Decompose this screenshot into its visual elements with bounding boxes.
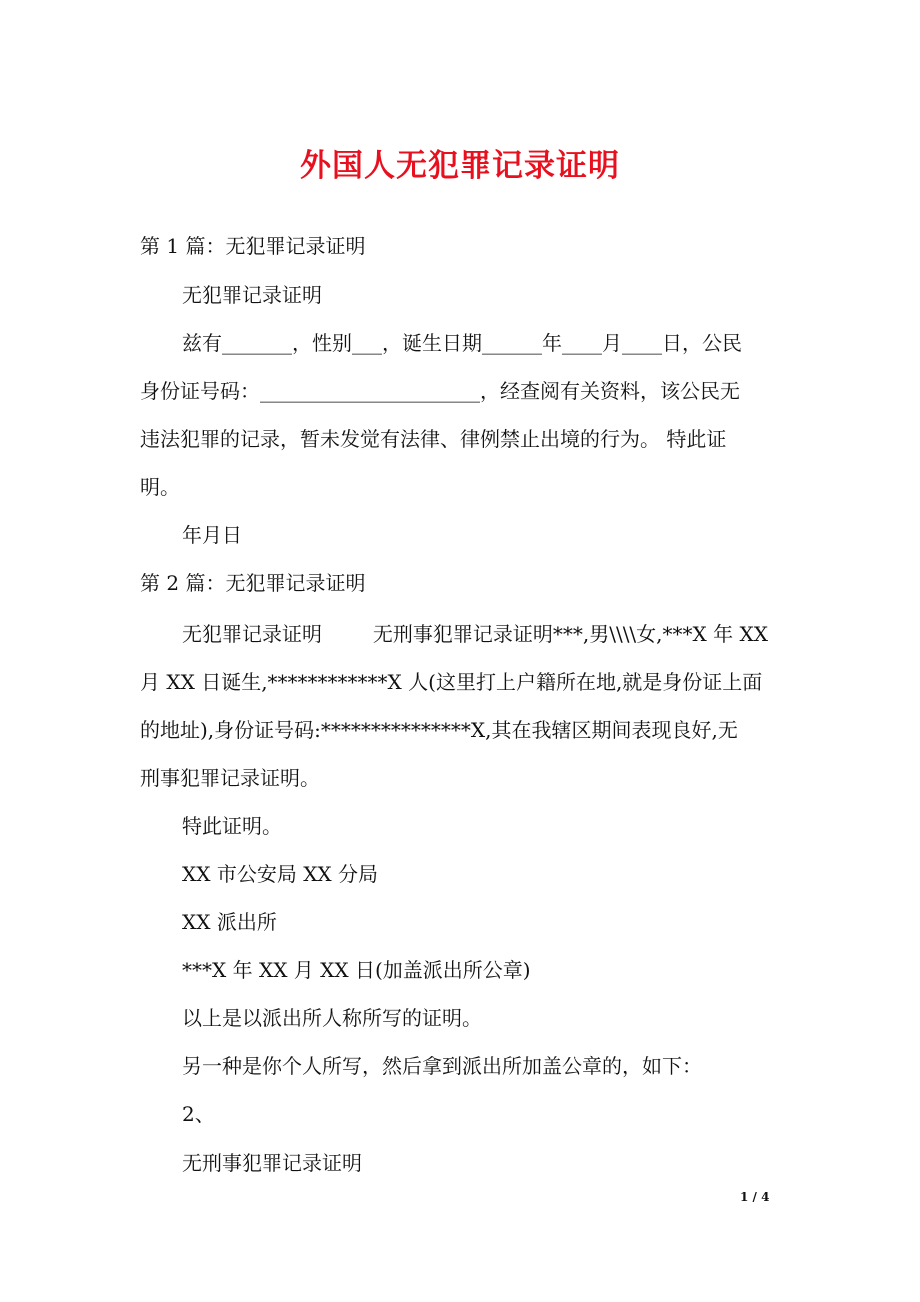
- paragraph-line: 身份证号码：______________________，经查阅有关资料，该公民无: [140, 379, 740, 403]
- page-number: 1 / 4: [740, 1190, 770, 1204]
- paragraph-line: ***X 年 XX 月 XX 日(加盖派出所公章): [182, 958, 531, 982]
- paragraph-line: 刑事犯罪记录证明。: [140, 766, 320, 790]
- paragraph-line: XX 派出所: [182, 910, 277, 934]
- paragraph-line: 2、: [182, 1102, 215, 1126]
- paragraph-line: XX 市公安局 XX 分局: [182, 862, 379, 886]
- paragraph-line: 无犯罪记录证明: [182, 283, 322, 307]
- paragraph-line: 另一种是你个人所写，然后拿到派出所加盖公章的，如下：: [182, 1054, 702, 1078]
- paragraph-line: 以上是以派出所人称所写的证明。: [182, 1006, 482, 1030]
- paragraph-line: 的地址),身份证号码:***************X,其在我辖区期间表现良好,无: [140, 718, 738, 742]
- paragraph-line: 月 XX 日诞生,************X 人(这里打上户籍所在地,就是身份证上面: [140, 670, 763, 694]
- paragraph-line: 无犯罪记录证明 无刑事犯罪记录证明***,男\\\\女,***X 年 XX: [182, 622, 768, 646]
- paragraph-line: 兹有_______，性别___，诞生日期______年____月____日，公民: [182, 331, 742, 355]
- paragraph-line: 明。: [140, 475, 180, 499]
- date-line: 年月日: [182, 523, 242, 547]
- paragraph-line: 无刑事犯罪记录证明: [182, 1151, 362, 1175]
- section-1-heading: 第 1 篇：无犯罪记录证明: [140, 234, 366, 258]
- document-title: 外国人无犯罪记录证明: [300, 148, 620, 184]
- paragraph-line: 违法犯罪的记录，暂未发觉有法律、律例禁止出境的行为。 特此证: [140, 427, 727, 451]
- paragraph-line: 特此证明。: [182, 814, 282, 838]
- section-2-heading: 第 2 篇：无犯罪记录证明: [140, 571, 366, 595]
